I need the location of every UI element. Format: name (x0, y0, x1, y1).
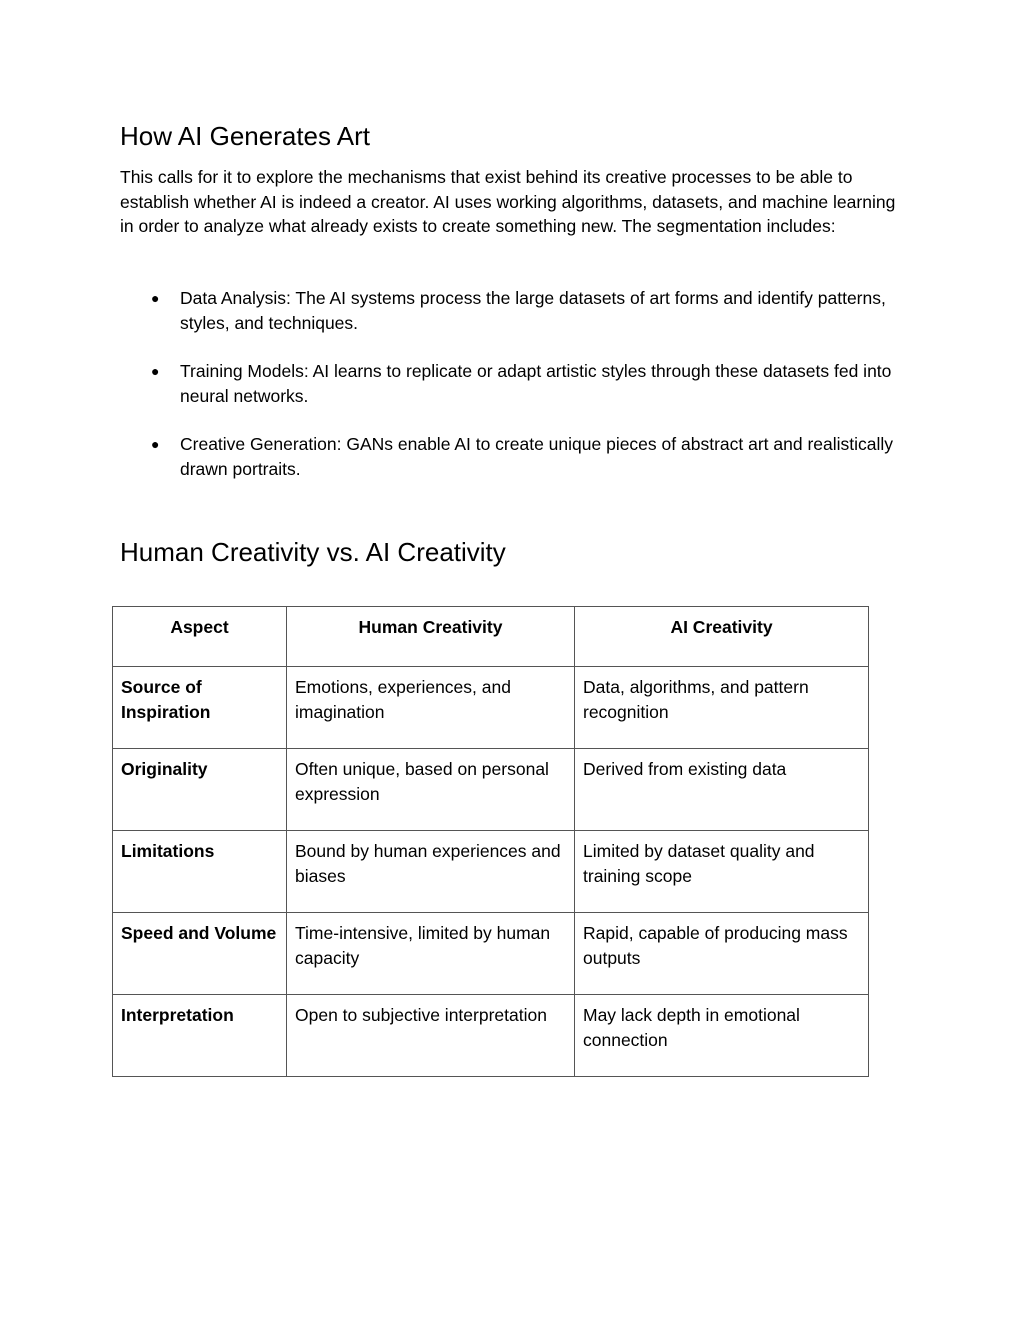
table-cell-human: Time-intensive, limited by human capacity (287, 913, 575, 995)
table-cell-human: Bound by human experiences and biases (287, 831, 575, 913)
bullet-icon: ● (151, 436, 160, 452)
table-cell-aspect: Speed and Volume (113, 913, 287, 995)
bullet-text: Creative Generation: GANs enable AI to create unique pieces of abstract art and realistically drawn portraits. (180, 434, 894, 479)
table-cell-aspect: Interpretation (113, 995, 287, 1077)
table-cell-aspect: Source of Inspiration (113, 667, 287, 749)
bullet-icon: ● (151, 363, 160, 379)
table-header-row (113, 607, 869, 667)
intro-paragraph: This calls for it to explore the mechanisms that exist behind its creative processes to be able to establish whether AI is indeed a creator. AI uses working algorithms, datasets, and machine learning in order to analyze what already exists to create something new. The segmentation includes: (120, 167, 896, 236)
table-cell-ai: May lack depth in emotional connection (575, 995, 869, 1077)
table-row (113, 995, 869, 1077)
bullet-list (120, 286, 910, 505)
section-heading-how-ai-generates-art: How AI Generates Art (120, 121, 371, 151)
table-row (113, 831, 869, 913)
table-cell-ai: Limited by dataset quality and training scope (575, 831, 869, 913)
table-cell-aspect: Originality (113, 749, 287, 831)
list-item (120, 359, 910, 408)
bullet-text: Training Models: AI learns to replicate or adapt artistic styles through these datasets fed into neural networks. (180, 361, 892, 406)
table-cell-human: Open to subjective interpretation (287, 995, 575, 1077)
comparison-table (112, 606, 869, 1077)
table-cell-ai: Data, algorithms, and pattern recognition (575, 667, 869, 749)
bullet-text: Data Analysis: The AI systems process the large datasets of art forms and identify patterns, styles, and techniques. (180, 288, 886, 333)
table-row (113, 667, 869, 749)
table-cell-ai: Derived from existing data (575, 749, 869, 831)
column-header-aspect: Aspect (113, 607, 287, 667)
column-header-ai-creativity: AI Creativity (575, 607, 869, 667)
section-heading-human-vs-ai-creativity: Human Creativity vs. AI Creativity (120, 537, 506, 567)
table-row (113, 913, 869, 995)
table-cell-ai: Rapid, capable of producing mass outputs (575, 913, 869, 995)
table-row (113, 749, 869, 831)
table-cell-human: Often unique, based on personal expression (287, 749, 575, 831)
table-cell-human: Emotions, experiences, and imagination (287, 667, 575, 749)
column-header-human-creativity: Human Creativity (287, 607, 575, 667)
list-item (120, 432, 910, 481)
table-cell-aspect: Limitations (113, 831, 287, 913)
list-item (120, 286, 910, 335)
bullet-icon: ● (151, 290, 160, 306)
